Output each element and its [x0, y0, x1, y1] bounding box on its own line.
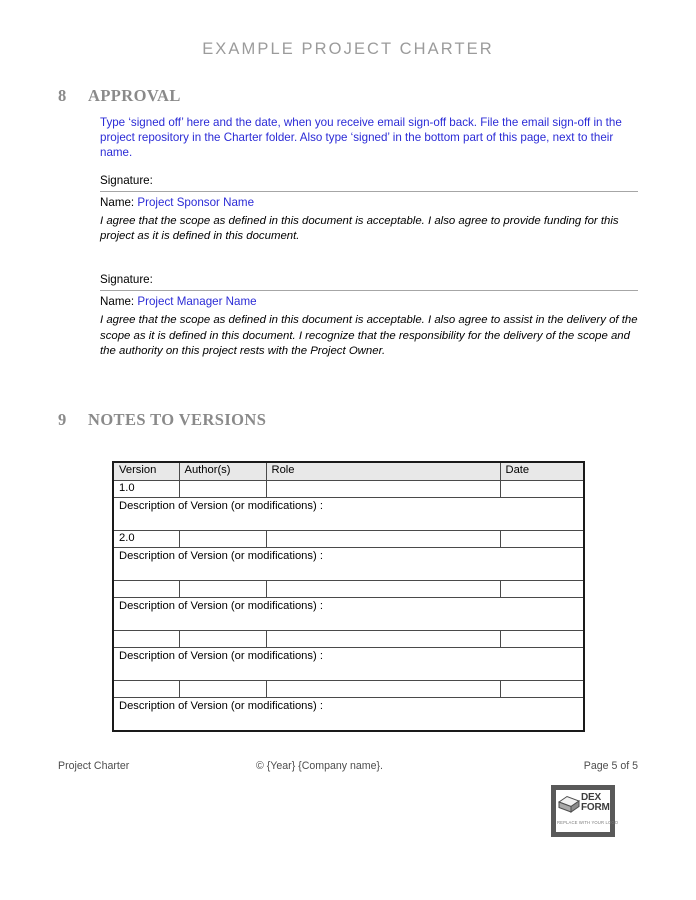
signatory-block: [100, 272, 638, 359]
versions-table-wrapper: [112, 461, 583, 732]
cell-author[interactable]: [179, 630, 266, 647]
column-header-author: Author(s): [179, 462, 266, 481]
name-label: Name:: [100, 195, 135, 209]
section-title-notes-to-versions: NOTES TO VERSIONS: [88, 409, 267, 429]
approval-instruction-text: Type ‘signed off’ here and the date, when you receive email sign-off back. File the email sign-off in the project repository in the Charter folder. Also type ‘signed’ in the bottom part of this page, next to their name.: [100, 116, 622, 160]
cell-description[interactable]: Description of Version (or modifications) :: [113, 697, 584, 731]
logo-word-line-2: FORM: [581, 802, 610, 813]
section-title-approval: APPROVAL: [88, 86, 181, 105]
agreement-text: I agree that the scope as defined in this document is acceptable. I also agree to provide funding for this project as it is defined in this document.: [100, 214, 619, 243]
logo-word-line-1: DEX: [581, 792, 601, 803]
table-description-row: [113, 597, 584, 630]
signature-label[interactable]: Signature:: [100, 272, 638, 291]
table-description-row: [113, 497, 584, 530]
name-line: [100, 291, 638, 309]
document-body: [58, 86, 638, 732]
cell-author[interactable]: [179, 680, 266, 697]
dexform-logo: [551, 785, 619, 837]
cell-date[interactable]: [500, 630, 584, 647]
cell-role[interactable]: [266, 580, 500, 597]
cell-version[interactable]: 2.0: [113, 530, 179, 547]
cell-role[interactable]: [266, 630, 500, 647]
name-line: [100, 192, 638, 210]
table-header-row: [113, 462, 584, 481]
column-header-role: Role: [266, 462, 500, 481]
cell-date[interactable]: [500, 680, 584, 697]
logo-inner: [556, 790, 619, 832]
name-value[interactable]: Project Manager Name: [137, 295, 257, 309]
approval-section-body: [100, 115, 638, 360]
table-description-row: [113, 547, 584, 580]
cell-date[interactable]: [500, 480, 584, 497]
cell-author[interactable]: [179, 580, 266, 597]
signature-label[interactable]: Signature:: [100, 173, 638, 192]
cell-author[interactable]: [179, 530, 266, 547]
name-value[interactable]: Project Sponsor Name: [137, 195, 255, 209]
column-header-date: Date: [500, 462, 584, 481]
section-heading-notes-to-versions: [58, 410, 638, 430]
cell-description[interactable]: Description of Version (or modifications) :: [113, 497, 584, 530]
name-label: Name:: [100, 295, 135, 309]
cell-version[interactable]: [113, 680, 179, 697]
document-footer: [58, 760, 638, 776]
box-3d-icon: [558, 794, 580, 816]
cell-description[interactable]: Description of Version (or modifications) :: [113, 597, 584, 630]
table-row: [113, 630, 584, 647]
column-header-version: Version: [113, 462, 179, 481]
cell-description[interactable]: Description of Version (or modifications) :: [113, 547, 584, 580]
cell-author[interactable]: [179, 480, 266, 497]
cell-role[interactable]: [266, 480, 500, 497]
footer-copyright: © {Year} {Company name}.: [256, 760, 383, 772]
cell-role[interactable]: [266, 680, 500, 697]
logo-wordmark: [581, 793, 610, 813]
footer-document-name: Project Charter: [58, 760, 130, 772]
table-description-row: [113, 647, 584, 680]
cell-description[interactable]: Description of Version (or modifications) :: [113, 647, 584, 680]
section-heading-approval: [58, 86, 638, 106]
table-description-row: [113, 697, 584, 731]
footer-page-number: Page 5 of 5: [583, 760, 638, 772]
cell-version[interactable]: [113, 630, 179, 647]
cell-version[interactable]: 1.0: [113, 480, 179, 497]
signatory-block: [100, 173, 638, 245]
table-row: [113, 530, 584, 547]
section-number-approval: 8: [58, 86, 67, 105]
document-title: EXAMPLE PROJECT CHARTER: [202, 40, 494, 58]
cell-date[interactable]: [500, 580, 584, 597]
table-row: [113, 480, 584, 497]
table-row: [113, 680, 584, 697]
cell-version[interactable]: [113, 580, 179, 597]
cell-role[interactable]: [266, 530, 500, 547]
logo-replace-hint: REPLACE WITH YOUR LOGO: [557, 820, 619, 825]
section-number-notes-to-versions: 9: [58, 409, 67, 429]
table-row: [113, 580, 584, 597]
versions-table: [112, 461, 585, 732]
document-header: [0, 40, 696, 59]
agreement-text: I agree that the scope as defined in this document is acceptable. I also agree to assist in the delivery of the scope as it is defined in this document. I recognize that the responsibility for the delivery of the scope and the authority on this project rests with the Project Owner.: [100, 314, 638, 358]
cell-date[interactable]: [500, 530, 584, 547]
